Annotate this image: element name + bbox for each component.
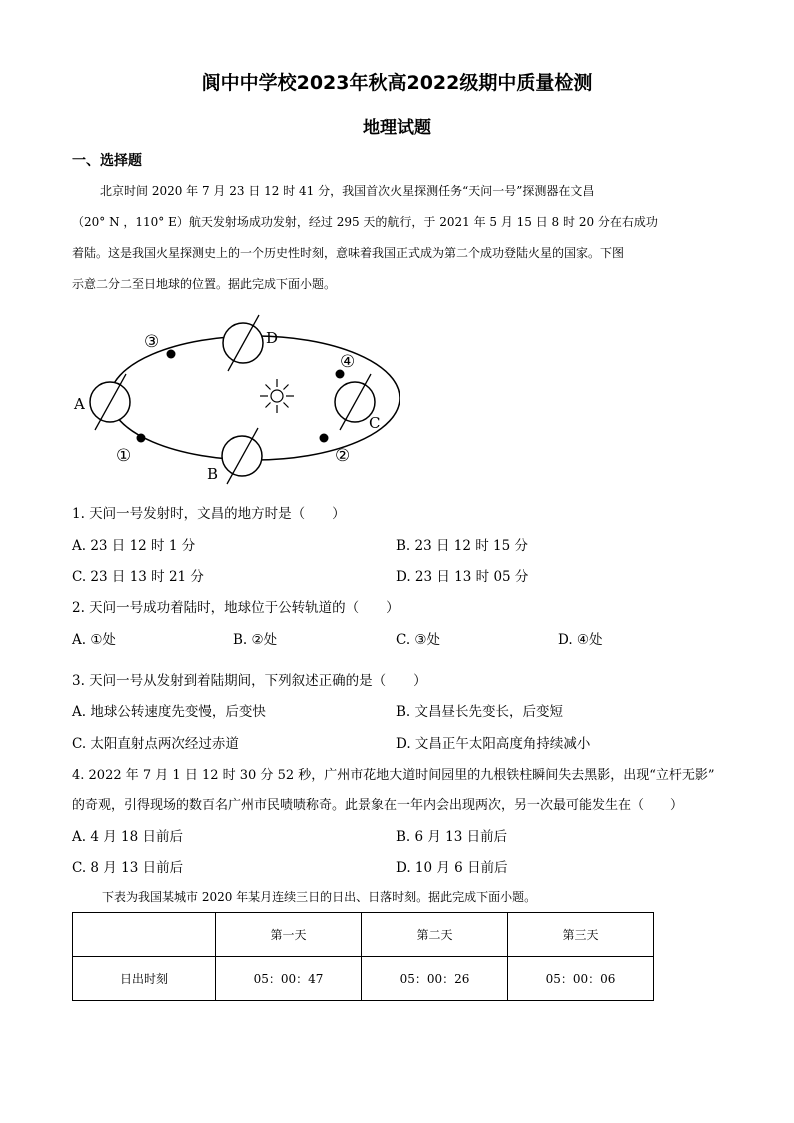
orbit-point-1 bbox=[137, 434, 146, 443]
question-3-stem: 3. 天问一号从发射到着陆期间，下列叙述正确的是（ ） bbox=[72, 673, 427, 689]
label-point-1: ① bbox=[116, 446, 132, 466]
question-4-stem-line-1: 4. 2022 年 7 月 1 日 12 时 30 分 52 秒，广州市花地大道时间园里的九根铁柱瞬间失去黑影，出现“立杆无影” bbox=[72, 768, 715, 783]
table-cell: 日出时刻 bbox=[73, 957, 216, 1001]
question-2-stem: 2. 天问一号成功着陆时，地球位于公转轨道的（ ） bbox=[72, 600, 400, 616]
question-3-option-a[interactable]: A. 地球公转速度先变慢，后变快 bbox=[72, 704, 266, 720]
label-point-4: ④ bbox=[340, 352, 356, 372]
earth-position-b bbox=[222, 428, 262, 484]
table-header-cell: 第二天 bbox=[362, 913, 508, 957]
table-cell: 05：00：06 bbox=[508, 957, 654, 1001]
question-2-option-c[interactable]: C. ③处 bbox=[396, 632, 441, 648]
question-1-option-c[interactable]: C. 23 日 13 时 21 分 bbox=[72, 569, 204, 585]
table-intro: 下表为我国某城市 2020 年某月连续三日的日出、日落时刻。据此完成下面小题。 bbox=[102, 890, 537, 904]
intro-line-3: 着陆。这是我国火星探测史上的一个历史性时刻，意味着我国正式成为第二个成功登陆火星的国家。下图 bbox=[72, 246, 625, 260]
question-4-option-c[interactable]: C. 8 月 13 日前后 bbox=[72, 860, 184, 876]
question-2-option-b[interactable]: B. ②处 bbox=[233, 632, 278, 648]
orbit-diagram bbox=[60, 308, 400, 488]
table-cell: 05：00：47 bbox=[216, 957, 362, 1001]
sun-icon bbox=[260, 379, 294, 413]
question-3-option-b[interactable]: B. 文昌昼长先变长，后变短 bbox=[396, 704, 564, 720]
table-cell: 05：00：26 bbox=[362, 957, 508, 1001]
table-row bbox=[73, 957, 654, 1001]
intro-line-4: 示意二分二至日地球的位置。据此完成下面小题。 bbox=[72, 277, 337, 291]
earth-position-a bbox=[90, 374, 130, 430]
question-4-option-b[interactable]: B. 6 月 13 日前后 bbox=[396, 829, 508, 845]
orbit-point-3 bbox=[167, 350, 176, 359]
page-subtitle: 地理试题 bbox=[363, 118, 431, 138]
label-c: C bbox=[369, 414, 381, 432]
question-1-option-a[interactable]: A. 23 日 12 时 1 分 bbox=[72, 538, 196, 554]
question-4-stem-line-2: 的奇观，引得现场的数百名广州市民啧啧称奇。此景象在一年内会出现两次，另一次最可能发生在（ ） bbox=[72, 798, 684, 813]
question-3-option-d[interactable]: D. 文昌正午太阳高度角持续减小 bbox=[396, 736, 591, 752]
table-header-row bbox=[73, 913, 654, 957]
question-2-option-d[interactable]: D. ④处 bbox=[558, 632, 603, 648]
sunrise-table bbox=[72, 912, 654, 1001]
question-2-option-a[interactable]: A. ①处 bbox=[72, 632, 116, 648]
label-point-3: ③ bbox=[144, 332, 160, 352]
label-b: B bbox=[207, 465, 219, 483]
question-3-option-c[interactable]: C. 太阳直射点两次经过赤道 bbox=[72, 736, 239, 752]
label-a: A bbox=[74, 395, 85, 413]
earth-position-d bbox=[223, 315, 263, 371]
table-header-cell bbox=[73, 913, 216, 957]
label-d: D bbox=[266, 329, 279, 347]
question-1-stem: 1. 天问一号发射时，文昌的地方时是（ ） bbox=[72, 506, 346, 522]
question-1-option-d[interactable]: D. 23 日 13 时 05 分 bbox=[396, 569, 529, 585]
page-title: 阆中中学校2023年秋高2022级期中质量检测 bbox=[201, 72, 593, 94]
question-1-option-b[interactable]: B. 23 日 12 时 15 分 bbox=[396, 538, 528, 554]
intro-line-1: 北京时间 2020 年 7 月 23 日 12 时 41 分，我国首次火星探测任务“天问一号”探测器在文昌 bbox=[100, 184, 595, 198]
table-header-cell: 第一天 bbox=[216, 913, 362, 957]
table-header-cell: 第三天 bbox=[508, 913, 654, 957]
question-4-option-a[interactable]: A. 4 月 18 日前后 bbox=[72, 829, 183, 845]
label-point-2: ② bbox=[335, 446, 351, 466]
orbit-point-2 bbox=[320, 434, 329, 443]
intro-line-2: （20° N ，110° E）航天发射场成功发射，经过 295 天的航行，于 2021 年 5 月 15 日 8 时 20 分在右成功 bbox=[72, 215, 658, 229]
section-heading: 一、选择题 bbox=[72, 153, 142, 169]
question-4-option-d[interactable]: D. 10 月 6 日前后 bbox=[396, 860, 508, 876]
